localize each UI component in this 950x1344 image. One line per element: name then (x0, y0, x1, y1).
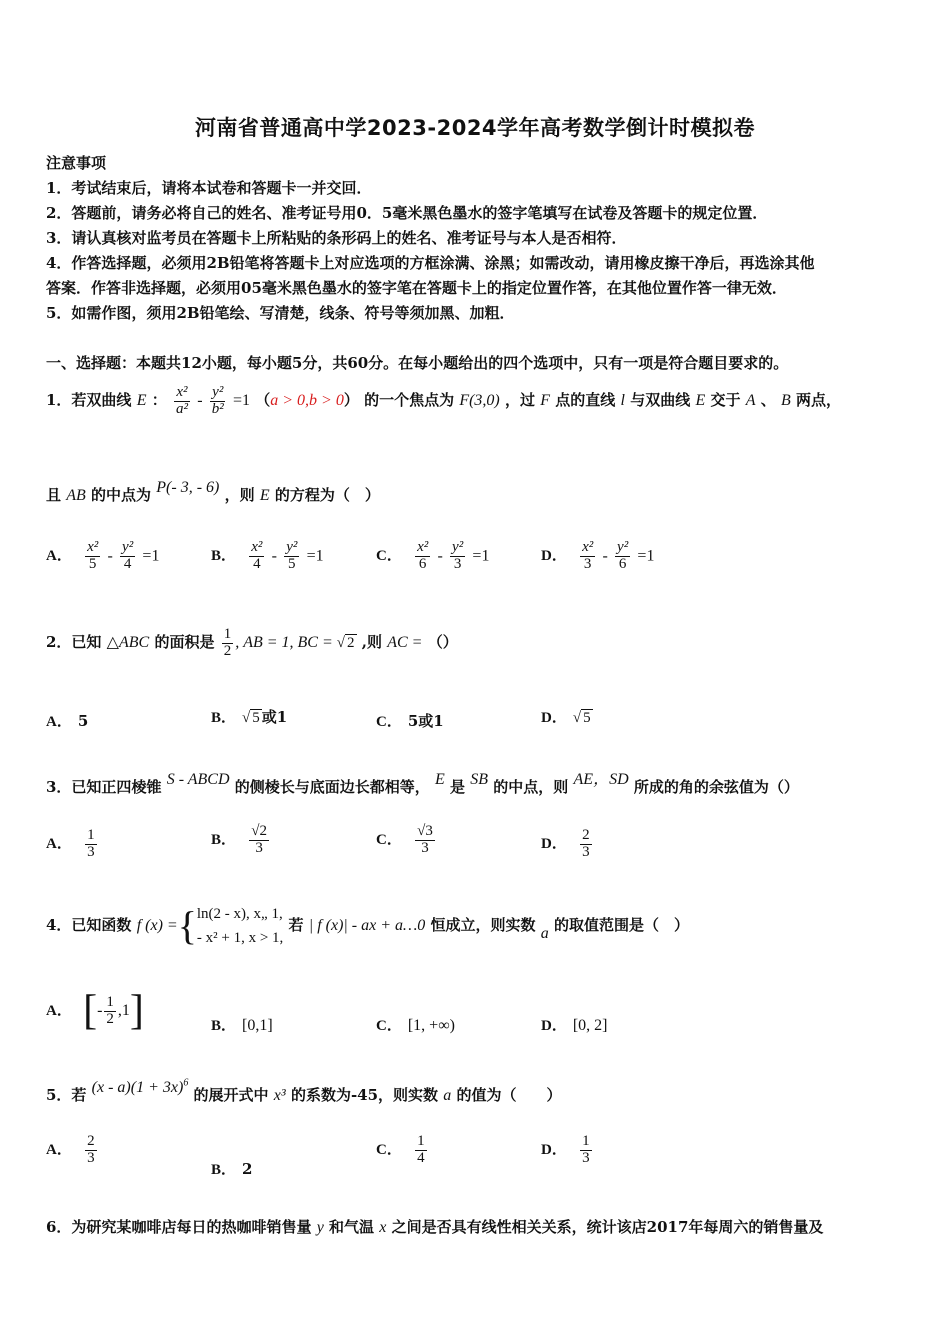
q5-var: a (443, 1087, 452, 1104)
q1-var: E (259, 487, 270, 504)
q1-text: ： (151, 391, 167, 409)
q5-term: x³ (273, 1087, 286, 1104)
q2-text: 2．已知 (46, 633, 102, 651)
q1-minus: - (197, 392, 203, 409)
q1-var: E (136, 392, 147, 409)
note-item: 2．答题前，请务必将自己的姓名、准考证号用0．5毫米黑色墨水的签字笔填写在试卷及答题卡的规定位置． (46, 204, 768, 222)
q1-var: A (745, 392, 756, 409)
q1-fraction: $\frac{\text{x²}}{\text{a²}}$ (175, 383, 188, 417)
q3-option-c[interactable]: C． $\frac{√3}{3}$ (376, 823, 433, 856)
q2-ac: AC = (387, 634, 423, 651)
q1-midpoint: P(- 3, - 6) (156, 479, 220, 496)
q2-condition: , AB = 1, BC = (235, 634, 337, 651)
q5-option-b[interactable]: B． 2 (211, 1160, 253, 1178)
q1-text: 且 (46, 486, 62, 504)
q1-option-b[interactable]: B． $\frac{\text{x²}}{4}$ - $\frac{\text{y²}}{5}$ =1 (211, 539, 324, 572)
q4-option-c[interactable]: C． [1, +∞) (376, 1017, 455, 1034)
q4-text: 恒成立，则实数 (430, 916, 536, 934)
q2-option-c[interactable]: C． 5或1 (376, 712, 444, 730)
q4-brace: { (177, 903, 197, 948)
q1-text: ，过 (505, 391, 536, 409)
q3-text: 的侧棱长与底面边长都相等， (234, 778, 430, 796)
q1-text: 、 (760, 391, 776, 409)
q2-sqrt: √ 2 (336, 635, 355, 651)
q2-text: （） (427, 633, 458, 651)
q6-var: x (379, 1219, 387, 1236)
q5-text: 的系数为-45，则实数 (290, 1086, 439, 1104)
q4-text: 的取值范围是（ ） (553, 916, 689, 934)
q1-text: 点的直线 (555, 391, 616, 409)
page-title: 河南省普通高中学2023-2024学年高考数学倒计时模拟卷 (194, 116, 756, 140)
q2-option-b[interactable]: B． √ 5 或1 (211, 708, 288, 726)
notes-heading: 注意事项 (46, 154, 107, 172)
q6-text: 之间是否具有线性相关关系，统计该店2017年每周六的销售量及 (391, 1218, 824, 1236)
q3-text: 的中点，则 (493, 778, 569, 796)
q3-pyramid: S - ABCD (166, 771, 230, 788)
q4-var: a (540, 925, 549, 942)
q1-option-a[interactable]: A． $\frac{\text{x²}}{5}$ - $\frac{\text{y²}}{4}$ =1 (46, 539, 160, 572)
q1-option-c[interactable]: C． $\frac{\text{x²}}{6}$ - $\frac{\text{y²}}{3}$ =1 (376, 539, 490, 572)
q2-fraction: $\frac{1}{2}$ (223, 625, 232, 659)
q1-var: F (540, 392, 551, 409)
q1-var: B (780, 392, 791, 409)
q5-text: 的展开式中 (193, 1086, 269, 1104)
q4-cases: ln(2 - x), x„ 1, - x² + 1, x > 1, (196, 906, 284, 946)
q1-text: 的一个焦点为 (364, 391, 455, 409)
q2-option-a[interactable]: A． 5 (46, 712, 89, 730)
q5-expression: $(x - a)(1 + 3x)^6$ (91, 1077, 189, 1096)
q3-option-d[interactable]: D． $\frac{2}{3}$ (541, 827, 590, 860)
q6-text: 和气温 (329, 1218, 375, 1236)
note-item: 5．如需作图，须用2B铅笔绘、写清楚，线条、符号等须加黑、加粗． (46, 304, 515, 322)
q5-text: 5．若 (46, 1086, 87, 1104)
q1-text: 1．若双曲线 (46, 391, 132, 409)
q5-text: 的值为（ ） (456, 1086, 562, 1104)
q4-text: 若 (288, 916, 304, 934)
q3-lines: AE，SD (573, 771, 629, 788)
q1-fraction: $\frac{\text{y²}}{\text{b²}}$ (211, 383, 224, 417)
q4-option-d[interactable]: D． [0, 2] (541, 1017, 608, 1034)
note-item: 1．考试结束后，请将本试卷和答题卡一并交回． (46, 179, 372, 197)
q1-text: 交于 (710, 391, 741, 409)
q1-equals: =1 (232, 392, 251, 409)
q6-var: y (316, 1219, 324, 1236)
q3-option-b[interactable]: B． $\frac{√2}{3}$ (211, 823, 267, 856)
q3-text: 是 (450, 778, 466, 796)
q2-text: ,则 (361, 633, 382, 651)
q3-text: 3．已知正四棱锥 (46, 778, 162, 796)
section-heading: 一、选择题：本题共12小题，每小题5分，共60分。在每小题给出的四个选项中，只有一项是符合题目要求的。 (46, 354, 789, 372)
q3-var: SB (470, 771, 489, 788)
q1-condition: a > 0,b > 0 (270, 392, 344, 409)
q1-var: AB (66, 487, 86, 504)
q3-option-a[interactable]: A． $\frac{1}{3}$ (46, 827, 95, 860)
q3-var: E (434, 771, 445, 788)
q4-option-a[interactable]: A． [- $\frac{1}{2}$ ,1] (46, 988, 144, 1034)
q5-option-c[interactable]: C． $\frac{1}{4}$ (376, 1133, 425, 1166)
q1-text: 与双曲线 (630, 391, 691, 409)
q1-var: E (695, 392, 706, 409)
q2-triangle: △ABC (106, 634, 150, 651)
q4-option-b[interactable]: B． [0,1] (211, 1017, 273, 1034)
exam-page: 河南省普通高中学2023-2024学年高考数学倒计时模拟卷 注意事项 1．考试结束后，请将本试卷和答题卡一并交回． 2．答题前，请务必将自己的姓名、准考证号用0．5毫米黑色墨水的签字笔填写在试卷及答题卡的规定位置． 3．请认真核对监考员在答题卡上所粘贴的条形码上的姓名、准考证号与本人是否相符． 4．作答选择题，必须用2B铅笔将答题卡上对应选项的方框涂满、涂黑；如需改动，请用橡皮擦干净后，再选涂其他 答案．作答非选择题，必须用05毫米黑色墨水的签字笔在答题卡上的指定位置作答，在其他位置作答一律无效． 5．如需作图，须用2B铅笔绘、写清楚，线条、符号等须加黑、加粗． 一、选择题：本题共12小题，每小题5分，共60分。在每小题给出的四个选项中，只有一项是符合题目要求的。 1．若双曲线 E ： $\frac{\text{x²}}{\text{a²}}$ - $\frac{\text{y²}}{\text{b²}}$ =1 （a > 0,b > 0） 的一个焦点为 F(3,0) ，过 F 点的直线 l 与双曲线 E 交于 A 、 B 两点， 且 AB 的中点为 P(- 3, - 6) ，则 E 的方程为（ ） A． $\frac{\text{x²}}{5}$ - $\frac{\text{y²}}{4}$ =1 B． $\frac{\text{x²}}{4}$ - $\frac{\text{y²}}{5}$ =1 C． $\frac{\text{x²}}{6}$ - $\frac{\text{y²}}{3}$ =1 D． $\frac{\text{x²}}{3}$ - $\frac{\text{y²}}{6}$ =1 2．已知 △ABC 的面积是 $\frac{1}{2}$ , AB = 1, BC = √ 2 ,则 AC = （） A． 5 B． √ 5 或1 C． 5或1 D． √ 5 3．已知正四棱锥 S - ABCD 的侧棱长与底面边长都相等， E 是 SB 的中点，则 AE，SD 所成的角的余弦值为（） A． $\frac{1}{3}$ B． $\frac{√2}{3}$ C． $\frac{√3}{3}$ D． $\frac{2}{3}$ 4．已知函数 f (x) ={ln(2 - x), x„ 1, - x² + 1, x > 1, 若 | f (x)| - ax + a…0 恒成立，则实数 a 的取值范围是（ ） A． [- $\frac{1}{2}$ ,1] B． [0,1] C． [1, +∞) D． [0, 2] 5．若 $(x - a)(1 + 3x)^6$ 的展开式中 x³ 的系数为-45，则实数 a 的值为（ ） A． $\frac{2}{3}$ B． 2 C． $\frac{1}{4}$ D． $\frac{1}{3}$ 6．为研究某咖啡店每日的热咖啡销售量 y 和气温 x 之间是否具有线性相关关系，统计该店2017年每周六的销售量及 (0, 0, 950, 1344)
q2-text: 的面积是 (154, 633, 215, 651)
q5-option-a[interactable]: A． $\frac{2}{3}$ (46, 1133, 95, 1166)
q2-option-d[interactable]: D． √ 5 (541, 710, 591, 726)
q1-focus: F(3,0) (459, 392, 500, 409)
q6-text: 6．为研究某咖啡店每日的热咖啡销售量 (46, 1218, 312, 1236)
q1-text: 两点， (796, 391, 842, 409)
note-item: 4．作答选择题，必须用2B铅笔将答题卡上对应选项的方框涂满、涂黑；如需改动，请用橡皮擦干净后，再选涂其他 (46, 254, 815, 272)
q1-text: 的方程为（ ） (274, 486, 380, 504)
q1-option-d[interactable]: D． $\frac{\text{x²}}{3}$ - $\frac{\text{y²}}{6}$ =1 (541, 539, 655, 572)
note-item: 3．请认真核对监考员在答题卡上所粘贴的条形码上的姓名、准考证号与本人是否相符． (46, 229, 627, 247)
note-item: 答案．作答非选择题，必须用05毫米黑色墨水的签字笔在答题卡上的指定位置作答，在其他位置作答一律无效． (46, 279, 787, 297)
q3-text: 所成的角的余弦值为（） (633, 778, 799, 796)
q5-option-d[interactable]: D． $\frac{1}{3}$ (541, 1133, 590, 1166)
q4-inequality: | f (x)| - ax + a…0 (308, 917, 426, 934)
q1-text: 的中点为 (91, 486, 152, 504)
q4-text: 4．已知函数 (46, 916, 132, 934)
q1-text: ，则 (224, 486, 255, 504)
q1-var: l (620, 392, 625, 409)
q4-func: f (x) = (136, 917, 178, 934)
